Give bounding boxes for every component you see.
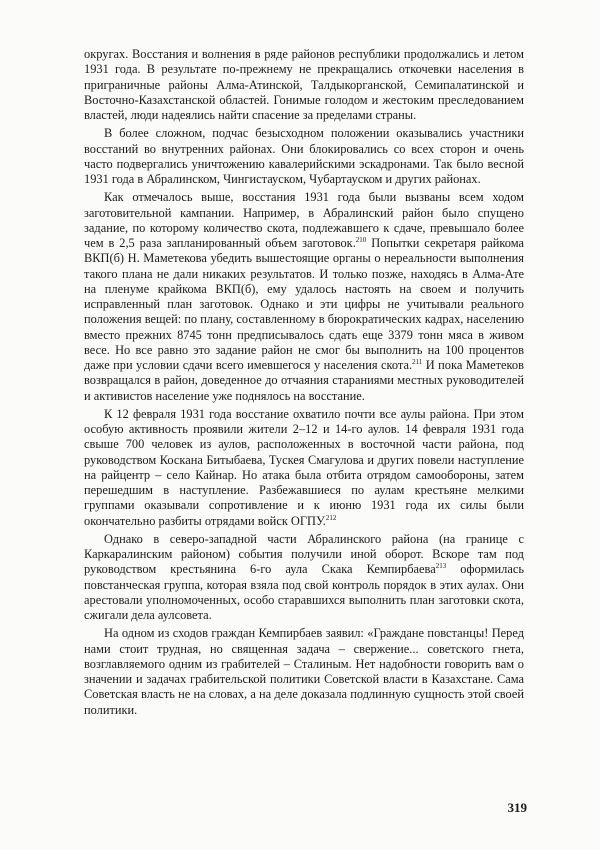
paragraph-5: Однако в северо-западной части Абралинского района (на границе с Каркаралинским районом) события получили иной оборот. Вскоре там под руководством крестьянина 6-го аула Скака Кемпирбаева$^{213}$ оформилась повстанческая группа, которая взяла под свой контроль порядок в этих аулах. Они арестовали уполномоченных, особо старавшихся выполнить план заготовки скота, сжигали дела аулсовета. <box>84 531 524 622</box>
footnote-ref-212: 212 <box>325 513 337 522</box>
footnote-ref-211: 211 <box>412 358 423 366</box>
body-text <box>84 47 524 721</box>
paragraph-4: К 12 февраля 1931 года восстание охватило почти все аулы района. При этом особую активность проявили жители 2–12 и 14-го аулов. 14 февраля 1931 года свыше 700 человек из аулов, расположенных в восточной части района, под руководством Коскана Битыбаева, Тускея Смагулова и других повели наступление на райцентр – село Кайнар. Но атака была отбита отрядом самообороны, затем перешедшим в наступление. Разбежавшиеся по аулам крестьяне мелкими группами оказывали сопротивление и к июню 1931 года их силы были окончательно разбиты отрядами войск ОГПУ.$^{212}$ <box>84 406 524 528</box>
page-number: 319 <box>507 800 527 815</box>
footnote-ref-213: 213 <box>435 562 447 571</box>
paragraph-2: В более сложном, подчас безысходном положении оказывались участники восстаний во внутренних районах. Они блокировались со всех сторон и очень часто подвергались уничтожению кавалерийскими эскадронами. Так было весной 1931 года в Абралинском, Чингистауском, Чубартауском и других районах. <box>84 126 524 186</box>
paragraph-3: Как отмечалось выше, восстания 1931 года были вызваны всем ходом заготовительной кампании. Например, в Абралинский район было спущено задание, по которому количество скота, подлежавшего к сдаче, превышало более чем в 2,5 раза запланированный объем заготовок.$^{210}$ Попытки секретаря райкома ВКП(б) Н. Маметекова убедить вышестоящие органы о нереальности выполнения такого плана не дали никаких результатов. И только позже, находясь в Алма-Ате на пленуме крайкома ВКП(б), ему удалось настоять на своем и получить исправленный план заготовок. Однако и эти цифры не учитывали реального положения вещей: по плану, составленному в бюрократических кадрах, населению вместо прежних 8745 тонн предписывалось сдать еще 3379 тонн мяса в живом весе. Но все равно это задание район не смог бы выполнить на 100 процентов даже при условии сдачи всего имевшегося у населения скота.$^{211}$ И пока Маметеков возвращался в район, доведенное до отчаяния стараниями местных руководителей и активистов население уже поднялось на восстание. <box>84 190 524 403</box>
paragraph-1: округах. Восстания и волнения в ряде районов республики продолжались и летом 1931 года. В результате по-прежнему не прекращались откочевки населения в приграничные районы Алма-Атинской, Талдыкорганской, Семипалатинской и Восточно-Казахстанской областей. Гонимые голодом и жестоким преследованием властей, люди надеялись найти спасение за пределами страны. <box>84 47 524 122</box>
footnote-ref-210: 210 <box>355 236 367 244</box>
paragraph-6: На одном из сходов граждан Кемпирбаев заявил: «Граждане повстанцы! Перед нами стоит трудная, но священная задача – свержение... советского гнета, возглавляемого одним из грабителей – Сталиным. Нет надобности говорить вам о значении и задачах грабительской политики Советской власти в Казахстане. Сама Советская власть не на словах, а на деле доказала подлинную сущность этой своей политики. <box>84 626 524 717</box>
